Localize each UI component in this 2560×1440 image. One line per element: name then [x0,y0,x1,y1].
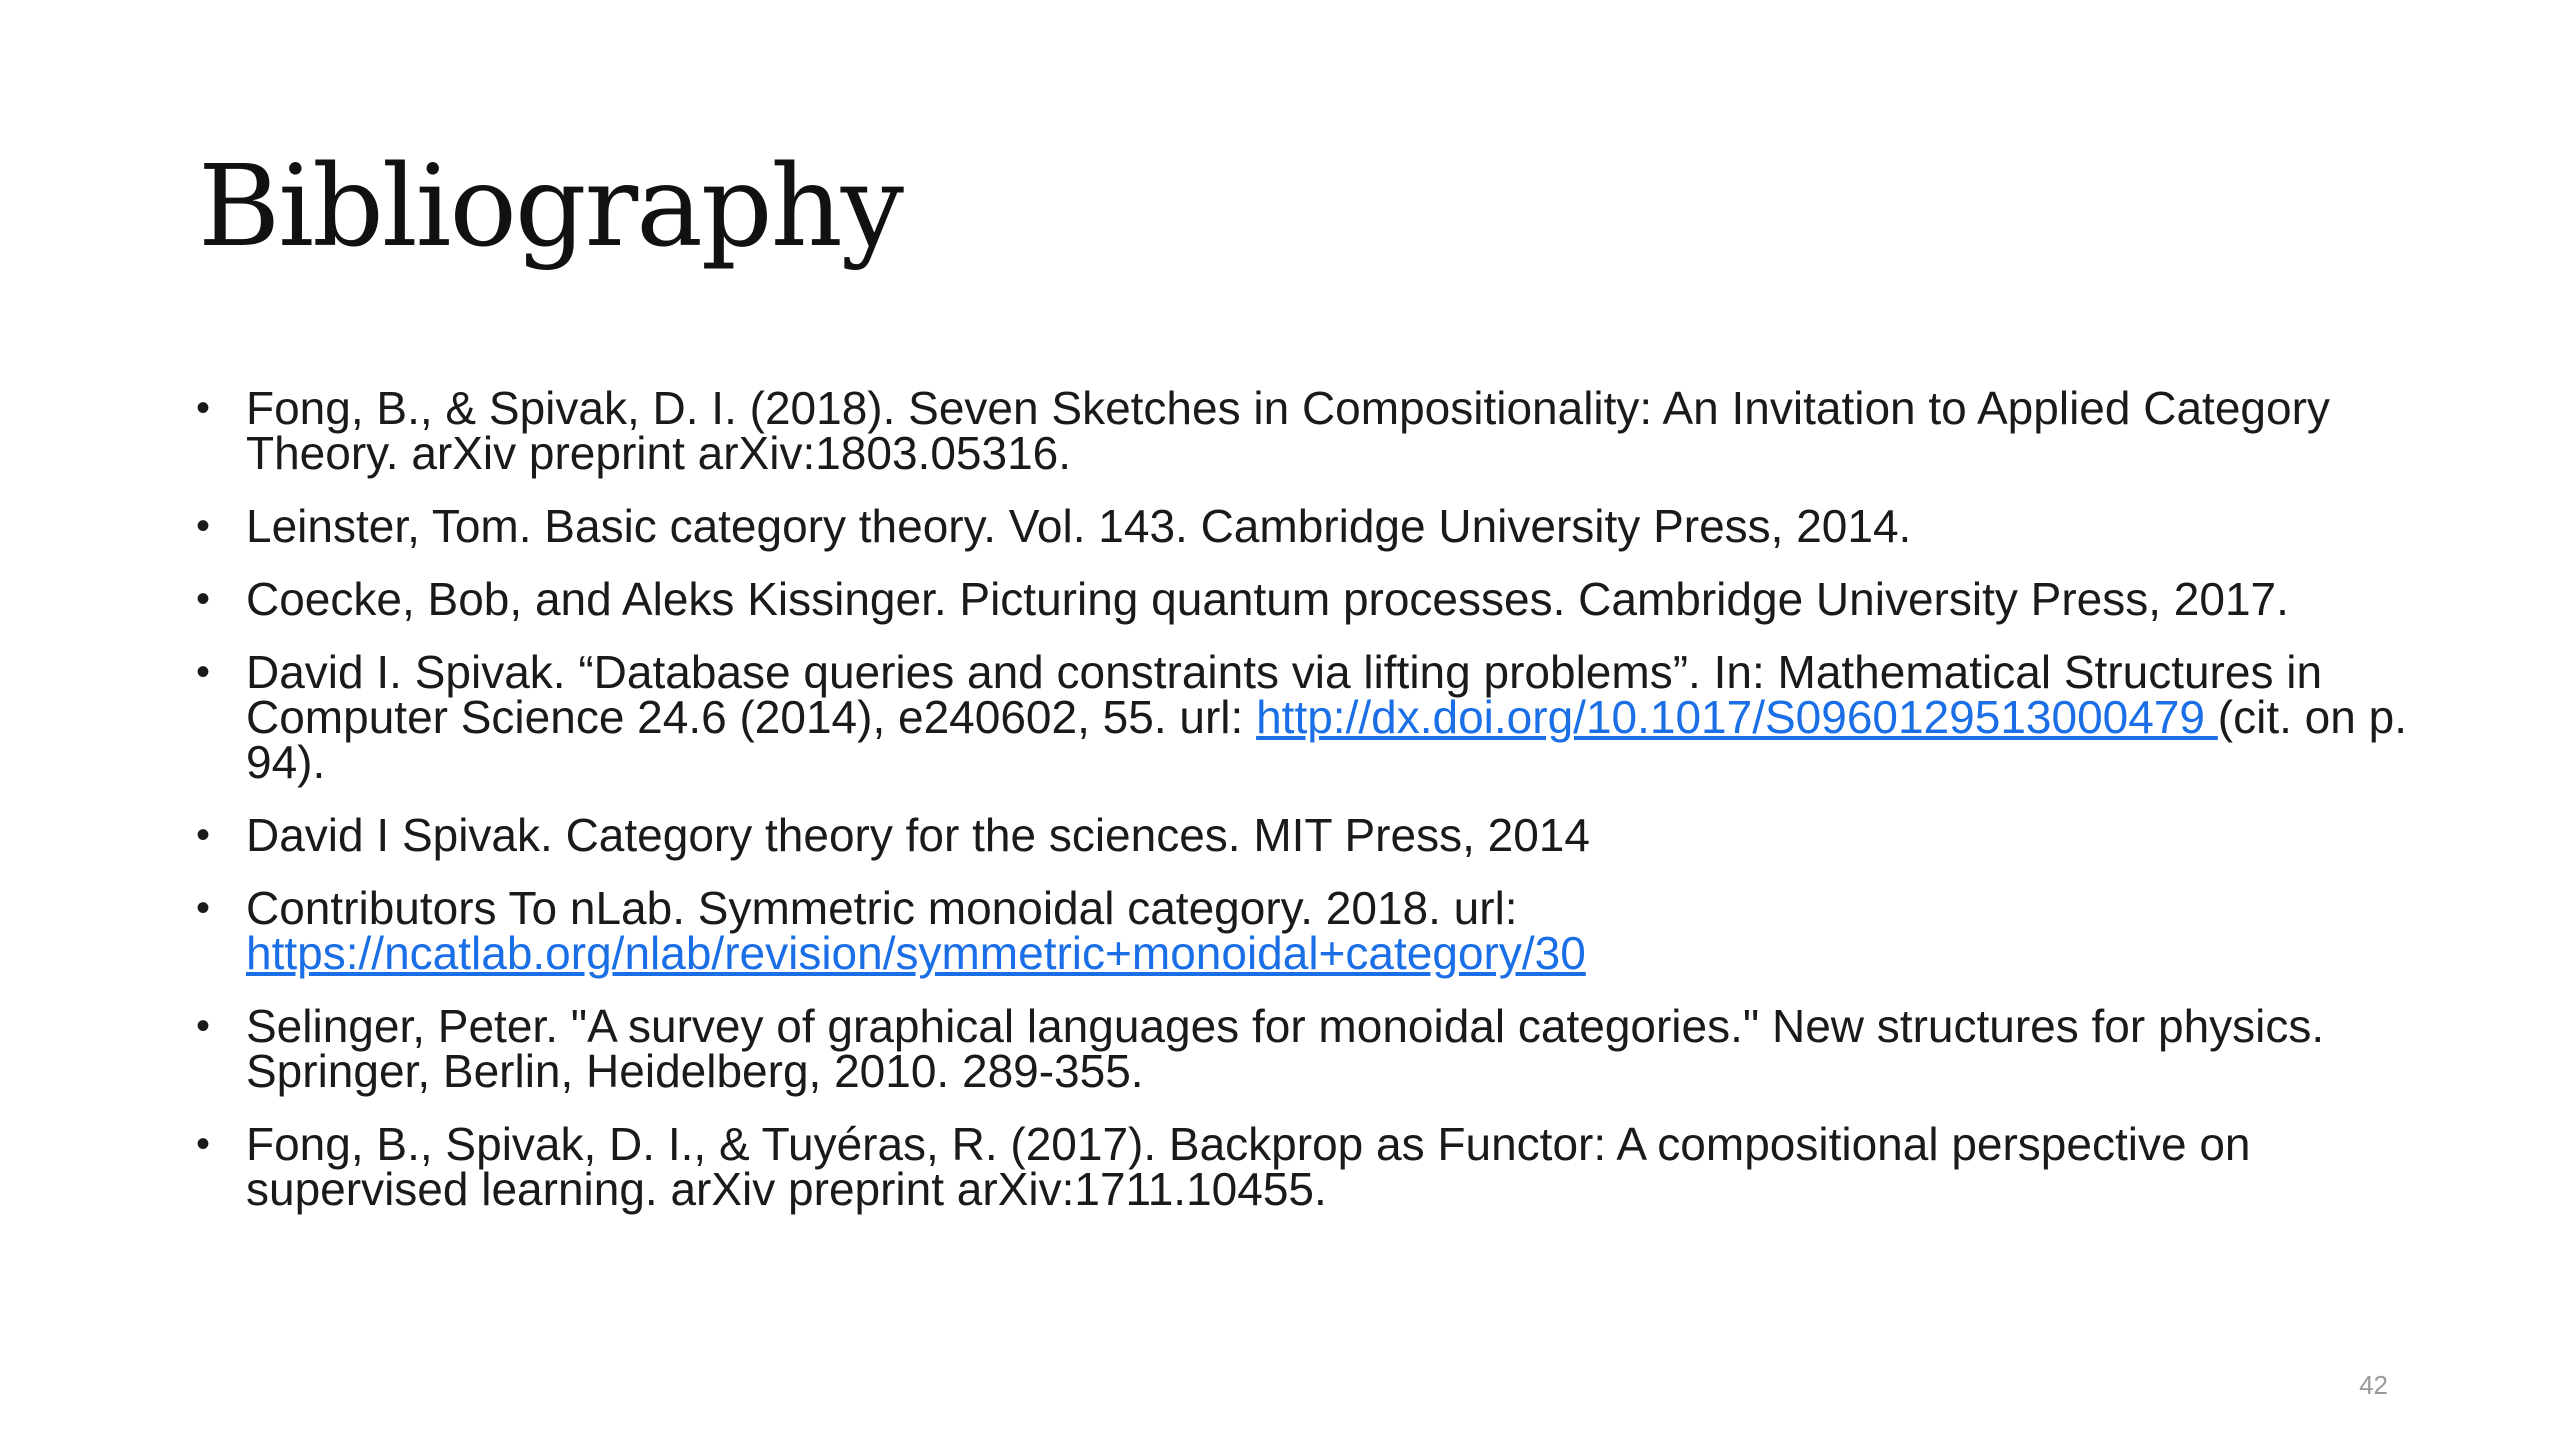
bullet-icon: • [196,1122,211,1166]
list-item [192,882,2422,979]
bullet-icon: • [196,386,211,430]
reference-text: Leinster, Tom. Basic category theory. Vol. 143. Cambridge University Press, 2014. [246,500,1912,552]
list-item [192,573,2422,625]
bullet-icon: • [196,813,211,857]
reference-text: David I. Spivak. “Database queries and constraints via lifting problems”. In: Mathematical Structures in Computer Science 24.6 (2014), e240602, 55. url: [246,646,2323,743]
list-item [192,382,2422,479]
list-item [192,646,2422,788]
reference-text: Fong, B., & Spivak, D. I. (2018). Seven Sketches in Compositionality: An Invitation to Applied Category Theory. arXiv preprint arXiv:1803.05316. [246,382,2330,479]
reference-text: Fong, B., Spivak, D. I., & Tuyéras, R. (2017). Backprop as Functor: A compositional perspective on supervised learning. arXiv preprint arXiv:1711.10455. [246,1118,2251,1215]
bullet-icon: • [196,1004,211,1048]
bullet-icon: • [196,886,211,930]
slide-title: Bibliography [198,142,902,272]
nlab-link[interactable]: https://ncatlab.org/nlab/revision/symmetric+monoidal+category/30 [246,927,1586,979]
list-item [192,1118,2422,1215]
list-item [192,500,2422,552]
reference-text: Contributors To nLab. Symmetric monoidal category. 2018. url: [246,882,1518,934]
bullet-icon: • [196,577,211,621]
reference-text: Selinger, Peter. "A survey of graphical languages for monoidal categories." New structures for physics. Springer, Berlin, Heidelberg, 2010. 289-355. [246,1000,2325,1097]
bullet-icon: • [196,650,211,694]
page-number: 42 [2359,1370,2388,1400]
bibliography-list [192,382,2422,1240]
list-item [192,1000,2422,1097]
bullet-icon: • [196,504,211,548]
reference-text: David I Spivak. Category theory for the sciences. MIT Press, 2014 [246,809,1590,861]
list-item [192,809,2422,861]
reference-text: Coecke, Bob, and Aleks Kissinger. Picturing quantum processes. Cambridge University Press, 2017. [246,573,2289,625]
reference-suffix: (cit. on p. 94). [246,691,2407,788]
doi-link[interactable]: http://dx.doi.org/10.1017/S0960129513000479 [1256,691,2218,743]
